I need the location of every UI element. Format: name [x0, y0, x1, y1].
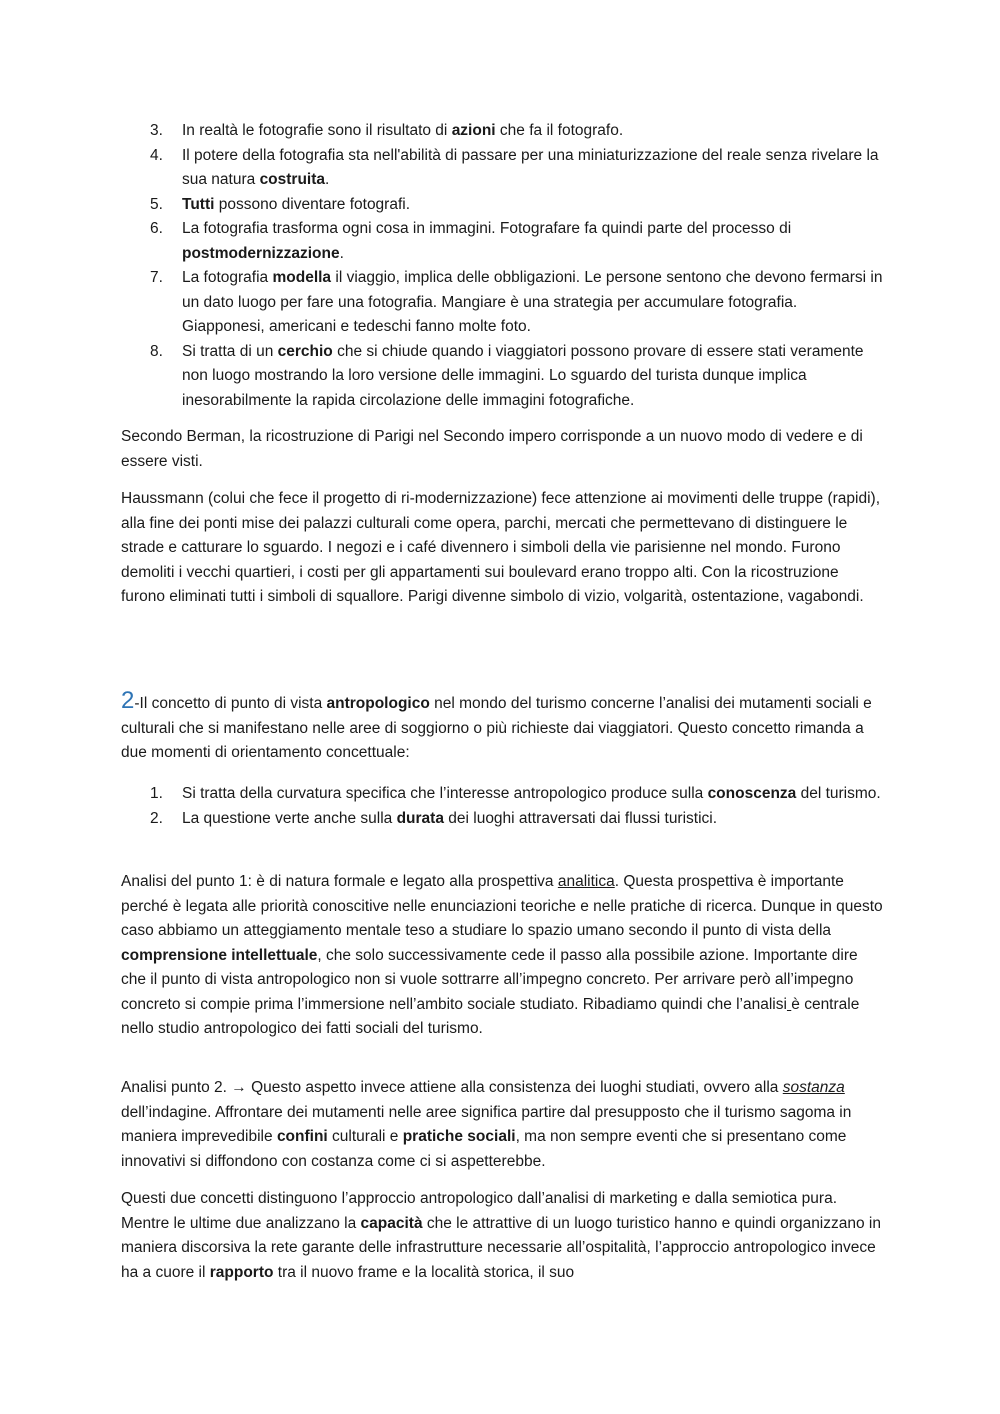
concept-list: [121, 782, 883, 831]
photo-list: [121, 119, 883, 413]
bold-term: conoscenza: [707, 785, 797, 802]
bold-term: comprensione intellettuale: [121, 946, 318, 964]
list-item: 2. La questione verte anche sulla durata dei luoghi attraversati dai flussi turistici.: [121, 807, 883, 832]
bold-term: cerchio: [277, 342, 333, 360]
arrow-icon: →: [231, 1079, 247, 1096]
list-number: 4.: [150, 146, 163, 164]
paragraph-analisi-2: Analisi punto 2. → Questo aspetto invece attiene alla consistenza dei luoghi studiati, ovvero alla sostanza dell’indagine. Affrontare dei mutamenti nelle aree significa partire dal presupposto che il turismo sagoma in maniera imprevedibile confini culturali e pratiche sociali, ma non sempre eventi che si presentano come innovativi si diffondono con costanza come ci si aspetterebbe.: [121, 1079, 852, 1170]
paragraph-haussmann: Haussmann (colui che fece il progetto di ri-modernizzazione) fece attenzione ai movimenti delle truppe (rapidi), alla fine dei ponti mise dei palazzi culturali come opera, parchi, mercati che permettevano di distinguere le strade e catturare lo sguardo. I negozi e i café divennero i simboli della vie parisienne nel mondo. Furono demoliti i vecchi quartieri, i costi per gli appartamenti sui boulevard erano troppo alti. Con la ricostruzione furono eliminati tutti i simboli di squallore. Parigi divenne simbolo di vizio, volgarità, ostentazione, vagabondi.: [121, 490, 881, 605]
list-item: 6. La fotografia trasforma ogni cosa in immagini. Fotografare fa quindi parte del processo di postmodernizzazione.: [121, 217, 883, 266]
list-number: 5.: [150, 195, 163, 213]
bold-term: antropologico: [326, 695, 430, 712]
bold-term: Tutti: [182, 195, 215, 213]
list-item: 5. Tutti possono diventare fotografi.: [121, 193, 883, 218]
section-2-intro: 2-Il concetto di punto di vista antropologico nel mondo del turismo concerne l’analisi dei mutamenti sociali e culturali che si manifestano nelle aree di soggiorno o più richieste dai viaggiatori. Questo concetto rimanda a due momenti di orientamento concettuale:: [121, 687, 872, 761]
list-number: 8.: [150, 342, 163, 360]
bold-term: durata: [396, 809, 444, 827]
list-item: 1. Si tratta della curvatura specifica che l’interesse antropologico produce sulla conoscenza del turismo.: [121, 782, 883, 807]
paragraph-berman: Secondo Berman, la ricostruzione di Parigi nel Secondo impero corrisponde a un nuovo modo di vedere e di essere visti.: [121, 428, 863, 470]
list-number: 6.: [150, 220, 163, 237]
underlined-term: analitica: [557, 873, 615, 890]
list-item: 4. Il potere della fotografia sta nell'abilità di passare per una miniaturizzazione del reale senza rivelare la sua natura costruita.: [121, 144, 883, 193]
list-item: 7. La fotografia modella il viaggio, implica delle obbligazioni. Le persone sentono che devono fermarsi in un dato luogo per fare una fotografia. Mangiare è una strategia per accumulare fotografia. Giapponesi, americani e tedeschi fanno molte foto.: [121, 266, 883, 340]
bold-term: confini: [276, 1128, 328, 1145]
bold-term: postmodernizzazione: [182, 244, 340, 262]
paragraph-analisi-1: Analisi del punto 1: è di natura formale e legato alla prospettiva analitica. Questa prospettiva è importante perché è legata alle priorità conoscitive nelle enunciazioni teoriche e nelle pratiche di ricerca. Dunque in questo caso abbiamo un atteggiamento mentale teso a studiare lo spazio umano secondo il punto di vista della comprensione intellettuale, che solo successivamente cede il passo alla possibile azione. Importante dire che il punto di vista antropologico non si vuole sottrarre all’impegno concreto. Per arrivare però all’impegno concreto si compie prima l’immersione nell’ambito sociale studiato. Ribadiamo quindi che l’analisi è centrale nello studio antropologico dei fatti sociali del turismo.: [121, 873, 883, 1037]
list-number: 2.: [150, 809, 163, 827]
bold-term: azioni: [451, 122, 496, 139]
list-item: 8. Si tratta di un cerchio che si chiude quando i viaggiatori possono provare di essere stati veramente non luogo mostrando la loro versione delle immagini. Lo sguardo del turista dunque implica inesorabilmente la rapida circolazione delle immagini fotografiche.: [121, 340, 883, 414]
bold-term: capacità: [360, 1214, 423, 1232]
paragraph-questi: Questi due concetti distinguono l’approccio antropologico dall’analisi di marketing e dalla semiotica pura. Mentre le ultime due analizzano la capacità che le attrattive di un luogo turistico hanno e quindi organizzano in maniera discorsiva la rete garante delle infrastrutture necessarie all’ospitalità, l’approccio antropologico invece ha a cuore il rapporto tra il nuovo frame e la località storica, il suo: [121, 1190, 881, 1281]
section-number: 2: [121, 687, 135, 714]
bold-term: modella: [272, 269, 332, 286]
list-number: 1.: [150, 785, 163, 802]
bold-term: pratiche sociali: [402, 1128, 516, 1145]
bold-term: rapporto: [209, 1263, 274, 1281]
bold-term: costruita: [259, 171, 326, 188]
underlined-term: sostanza: [782, 1079, 845, 1096]
list-item: 3. In realtà le fotografie sono il risultato di azioni che fa il fotografo.: [121, 119, 883, 144]
list-number: 3.: [150, 122, 163, 139]
list-number: 7.: [150, 269, 163, 286]
